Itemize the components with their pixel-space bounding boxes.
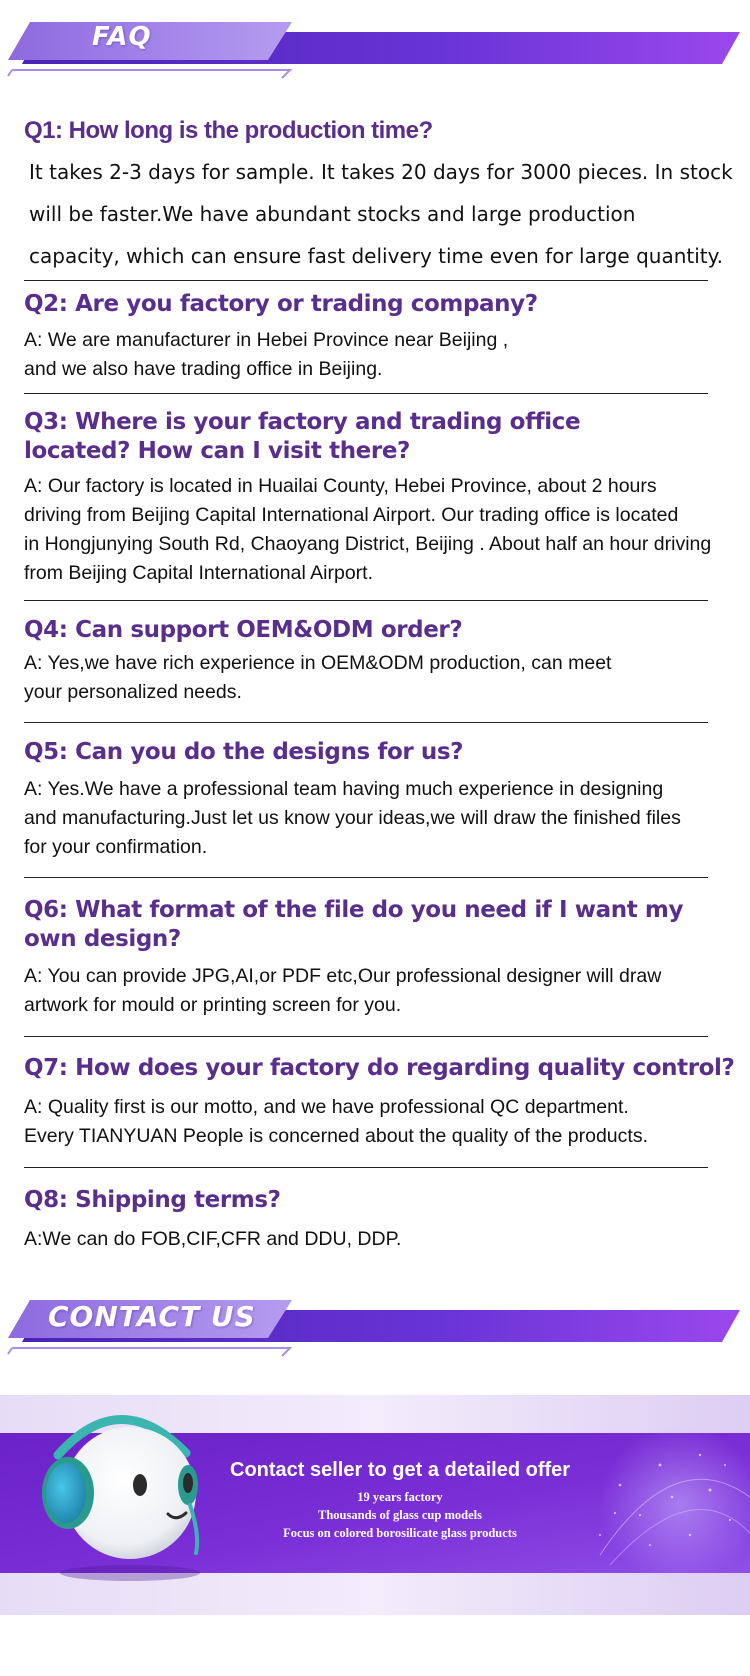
contact-panel (0, 1395, 750, 1615)
question-6: Q6: What format of the file do you need if I want my own design? (24, 897, 684, 952)
faq-item-7 (24, 1054, 744, 1151)
question-7: Q7: How does your factory do regarding quality control? (24, 1055, 735, 1081)
contact-line-2: Thousands of glass cup models (318, 1508, 482, 1522)
faq-item-5 (24, 738, 744, 862)
divider (24, 280, 708, 281)
divider (24, 600, 708, 601)
divider (24, 1036, 708, 1037)
question-2: Q2: Are you factory or trading company? (24, 291, 538, 317)
faq-item-4 (24, 616, 744, 707)
chevron-down-icon[interactable] (0, 1298, 20, 1312)
faq-item-2 (24, 290, 744, 384)
faq-item-6 (24, 896, 744, 1020)
answer-5: A: Yes.We have a professional team having much experience in designing and manufacturing.Just let us know your ideas,we will draw the finished files for your confirmation. (24, 778, 681, 858)
answer-6: A: You can provide JPG,AI,or PDF etc,Our professional designer will draw artwork for mould or printing screen for you. (24, 965, 662, 1016)
answer-4: A: Yes,we have rich experience in OEM&ODM production, can meet your personalized needs. (24, 652, 612, 703)
question-3: Q3: Where is your factory and trading office located? How can I visit there? (24, 409, 581, 464)
contact-line-1: 19 years factory (357, 1490, 443, 1504)
answer-7: A: Quality first is our motto, and we have professional QC department. Every TIANYUAN People is concerned about the quality of the products. (24, 1096, 648, 1147)
contact-title: CONTACT US (48, 1300, 256, 1333)
question-1: Q1: How long is the production time? (24, 117, 433, 144)
faq-banner (0, 20, 750, 80)
question-8: Q8: Shipping terms? (24, 1187, 281, 1213)
faq-item-1 (24, 116, 744, 277)
contact-line-3: Focus on colored borosilicate glass products (283, 1526, 517, 1540)
answer-1: It takes 2-3 days for sample. It takes 20 days for 3000 pieces. In stock will be faster.We have abundant stocks and large production capacity, which can ensure fast delivery time even for large quantity. (29, 160, 733, 268)
faq-item-3 (24, 408, 744, 588)
divider (24, 877, 708, 878)
divider (24, 1167, 708, 1168)
contact-banner (0, 1298, 750, 1358)
answer-8: A:We can do FOB,CIF,CFR and DDU, DDP. (24, 1228, 402, 1250)
divider (24, 722, 708, 723)
divider (24, 393, 708, 394)
answer-2: A: We are manufacturer in Hebei Province near Beijing , and we also have trading office in Beijing. (24, 329, 509, 380)
faq-title: FAQ (92, 22, 152, 52)
question-5: Q5: Can you do the designs for us? (24, 739, 464, 765)
contact-headline: Contact seller to get a detailed offer (230, 1459, 571, 1481)
faq-item-8 (24, 1186, 744, 1254)
answer-3: A: Our factory is located in Huailai County, Hebei Province, about 2 hours driving from Beijing Capital International Airport. Our trading office is located in Hongjunying South Rd, Chaoyang District, Beijing . About half an hour driving from Beijing Capital International Airport. (24, 475, 712, 584)
question-4: Q4: Can support OEM&ODM order? (24, 617, 463, 643)
chevron-down-icon[interactable] (0, 20, 20, 34)
